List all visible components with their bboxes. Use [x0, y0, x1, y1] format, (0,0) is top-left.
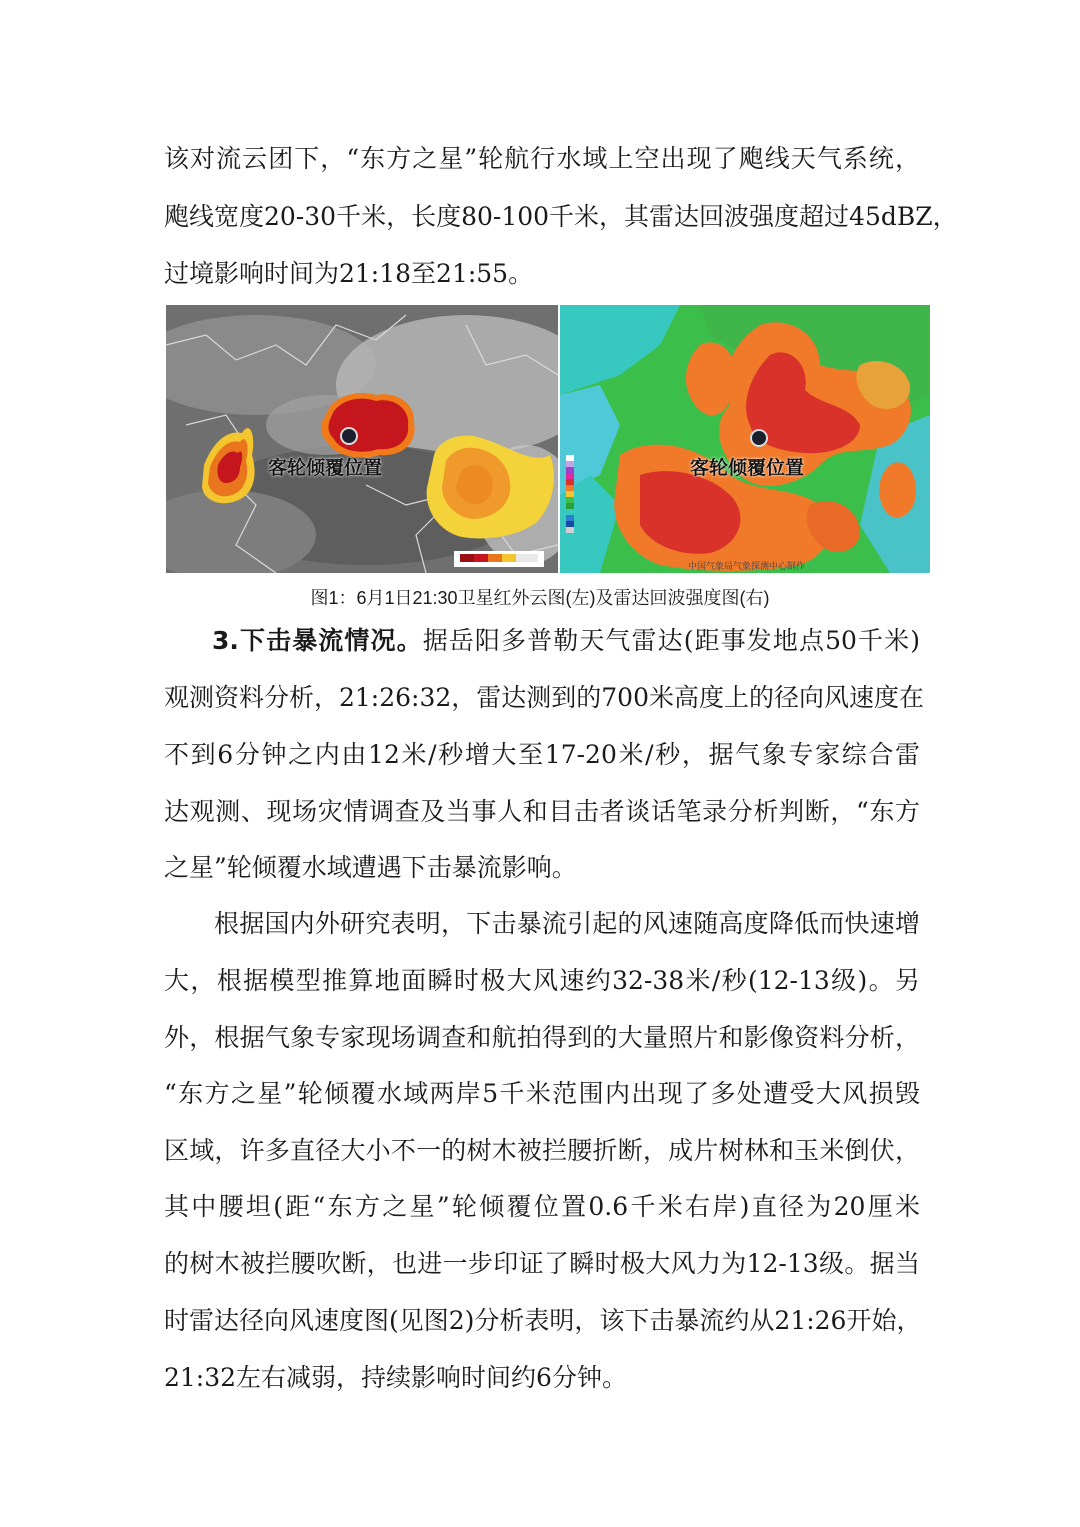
section-heading: 3.下击暴流情况。: [212, 626, 423, 655]
figure: [166, 305, 930, 573]
capsize-location-label: 客轮倾覆位置: [690, 457, 805, 479]
paragraph-line: 时雷达径向风速度图(见图2)分析表明，该下击暴流约从21:26开始，: [164, 1306, 922, 1335]
paragraph-text: 据岳阳多普勒天气雷达(距事发地点50千米): [422, 626, 920, 655]
capsize-location-label: 客轮倾覆位置: [268, 457, 383, 479]
paragraph-line: 观测资料分析，21:26:32，雷达测到的700米高度上的径向风速度在: [164, 683, 924, 712]
paragraph-line: 的树木被拦腰吹断，也进一步印证了瞬时极大风力为12-13级。据当: [164, 1249, 920, 1278]
paragraph-line: 之星”轮倾覆水域遭遇下击暴流影响。: [164, 853, 577, 882]
paragraph-line: [164, 624, 920, 658]
radar-watermark: 中国气象局气象探测中心制作: [688, 562, 806, 572]
paragraph-line: 飑线宽度20-30千米，长度80-100千米，其雷达回波强度超过45dBZ，: [164, 202, 958, 231]
paragraph-line: 外，根据气象专家现场调查和航拍得到的大量照片和影像资料分析，: [164, 1023, 920, 1052]
paragraph-line: 该对流云团下，“东方之星”轮航行水域上空出现了飑线天气系统，: [164, 144, 920, 173]
paragraph-line: 区域，许多直径大小不一的树木被拦腰折断，成片树林和玉米倒伏，: [164, 1136, 920, 1165]
paragraph-line: 大，根据模型推算地面瞬时极大风速约32-38米/秒(12-13级)。另: [164, 966, 920, 995]
radar-echo-image: [560, 305, 930, 573]
capsize-location-marker: [750, 429, 768, 447]
paragraph-line: 21:32左右减弱，持续影响时间约6分钟。: [164, 1363, 627, 1392]
figure-caption: 图1：6月1日21:30卫星红外云图(左)及雷达回波强度图(右): [310, 588, 770, 608]
paragraph-line: 达观测、现场灾情调查及当事人和目击者谈话笔录分析判断，“东方: [164, 797, 920, 826]
paragraph-line: 根据国内外研究表明，下击暴流引起的风速随高度降低而快速增: [214, 909, 920, 938]
satellite-ir-image: [166, 305, 558, 573]
paragraph-line: 不到6分钟之内由12米/秒增大至17-20米/秒，据气象专家综合雷: [164, 740, 920, 769]
paragraph-line: 其中腰坦(距“东方之星”轮倾覆位置0.6千米右岸)直径为20厘米: [164, 1192, 920, 1221]
paragraph-line: 过境影响时间为21:18至21:55。: [164, 259, 534, 288]
capsize-location-marker: [340, 427, 358, 445]
paragraph-line: “东方之星”轮倾覆水域两岸5千米范围内出现了多处遭受大风损毁: [164, 1079, 920, 1108]
